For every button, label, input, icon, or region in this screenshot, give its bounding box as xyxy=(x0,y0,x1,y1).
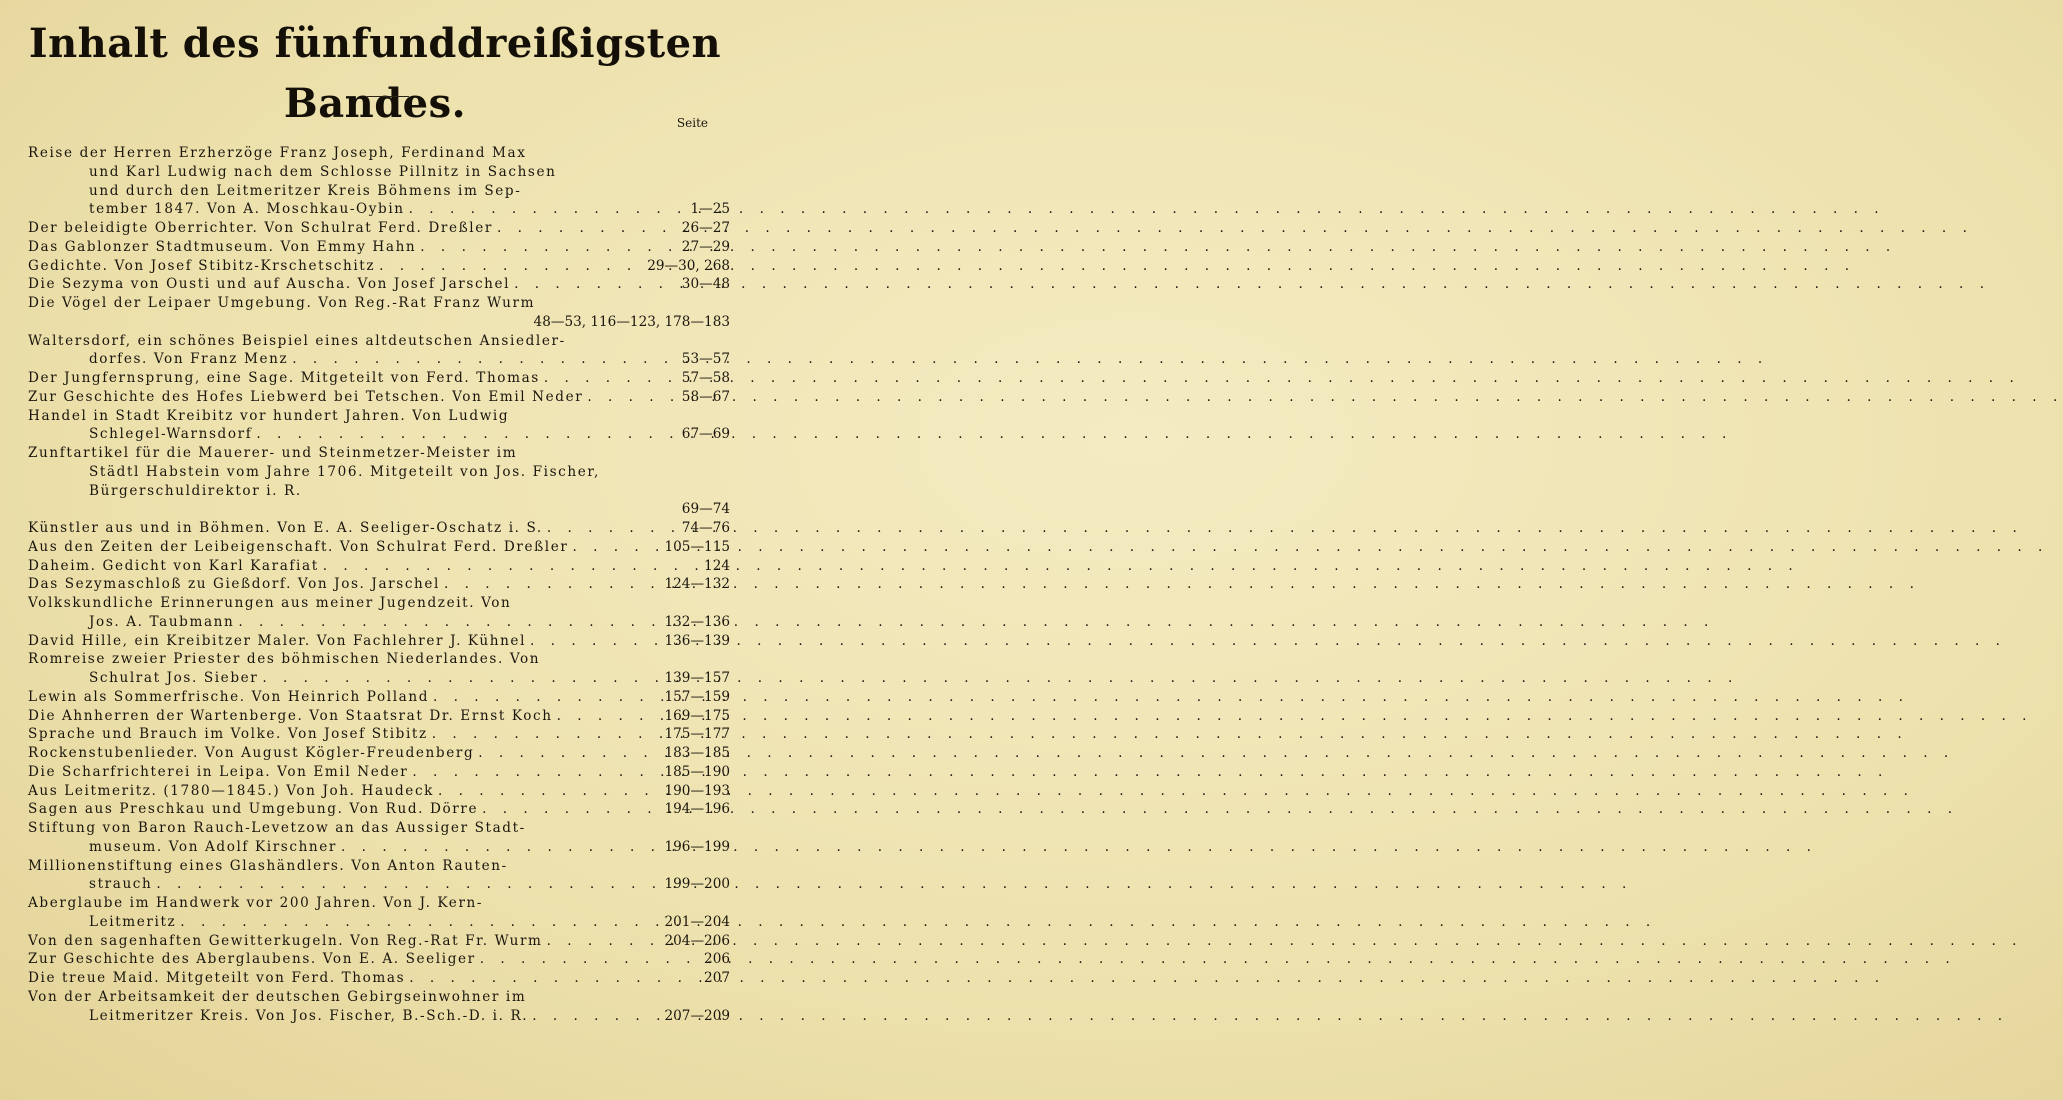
toc-entry-line xyxy=(28,425,730,444)
toc-entry xyxy=(28,594,730,632)
toc-entry xyxy=(28,407,730,445)
dot-leader xyxy=(510,275,676,294)
toc-entry-title: Handel in Stadt Kreibitz vor hundert Jahren. Von Ludwig xyxy=(28,407,510,424)
dot-leader xyxy=(478,800,658,819)
toc-entry-line xyxy=(28,538,730,557)
toc-entry-line xyxy=(28,613,730,632)
toc-entry-title: Zunftartikel für die Mauerer- und Steinmetzer-Meister im xyxy=(28,445,518,461)
toc-entry-pages: 69—74 xyxy=(681,501,730,518)
toc-entry xyxy=(28,332,730,370)
toc-entry-title: Die Sezyma von Ousti und auf Auscha. Von Josef Jarschel xyxy=(28,276,511,293)
toc-entry xyxy=(28,538,730,557)
toc-entry xyxy=(28,257,730,276)
toc-entry-line xyxy=(28,238,730,257)
toc-entry xyxy=(28,950,730,969)
toc-entry-title: Lewin als Sommerfrische. Von Heinrich Polland xyxy=(28,688,430,705)
toc-entry-pages: 124 xyxy=(704,557,730,574)
toc-entry xyxy=(28,632,730,651)
toc-entry-title: Die Scharfrichterei in Leipa. Von Emil Neder xyxy=(28,763,409,780)
toc-entry-pages: 169—175 xyxy=(664,707,730,724)
toc-entry-title: Der Jungfernsprung, eine Sage. Mitgeteilt von Ferd. Thomas xyxy=(28,370,540,386)
toc-entry-title: David Hille, ein Kreibitzer Maler. Von Fachlehrer J. Kühnel xyxy=(28,632,527,649)
dot-leader xyxy=(429,688,658,707)
toc-entry-line xyxy=(28,875,730,894)
toc-entry-pages: 201—204 xyxy=(664,913,730,930)
dot-leader xyxy=(337,838,658,857)
toc-entry-title: Schlegel-Warnsdorf xyxy=(89,426,253,443)
toc-entry-title: Das Sezymaschloß zu Gießdorf. Von Jos. Jarschel xyxy=(28,576,440,593)
toc-entry-line xyxy=(28,575,730,594)
toc-entry-title: Gedichte. Von Josef Stibitz-Krschetschitz xyxy=(28,257,376,274)
dot-leader xyxy=(252,425,675,444)
toc-entry-pages: 67—69 xyxy=(681,426,730,443)
dot-leader xyxy=(428,725,659,744)
toc-entry-line xyxy=(28,463,730,482)
toc-entry-line xyxy=(28,669,730,688)
toc-entry-line xyxy=(28,819,730,838)
toc-entry-line xyxy=(28,313,730,332)
dot-leader xyxy=(476,950,698,969)
toc-entry-title: und Karl Ludwig nach dem Schlosse Pillnitz in Sachsen xyxy=(89,163,557,180)
toc-entry-line xyxy=(28,219,730,238)
toc-entry xyxy=(28,800,730,819)
toc-entry-line xyxy=(28,950,730,969)
toc-entry-title: Millionenstiftung eines Glashändlers. Von Anton Rauten- xyxy=(28,857,508,874)
toc-entry-pages: 58—67 xyxy=(681,388,730,405)
toc-entry-title: strauch xyxy=(89,876,153,893)
toc-entry-line xyxy=(28,257,730,276)
toc-entry xyxy=(28,763,730,782)
toc-entry-title: Sagen aus Preschkau und Umgebung. Von Rud. Dörre xyxy=(28,801,479,818)
toc-entry-title: Zur Geschichte des Hofes Liebwerd bei Tetschen. Von Emil Neder xyxy=(28,388,584,405)
toc-entry-line xyxy=(28,388,730,407)
dot-leader xyxy=(405,969,698,988)
dot-leader xyxy=(176,913,658,932)
toc-entry-line xyxy=(28,894,730,913)
toc-entry-title: Bürgerschuldirektor i. R. xyxy=(89,482,302,499)
toc-entry-line xyxy=(28,932,730,951)
toc-entry-pages: 196—199 xyxy=(664,838,730,855)
toc-entry xyxy=(28,369,730,388)
toc-entry-line xyxy=(28,182,730,201)
toc-entry-line xyxy=(28,857,730,876)
toc-entry-line xyxy=(28,482,730,501)
dot-leader xyxy=(152,875,658,894)
toc-entry xyxy=(28,707,730,726)
dot-leader xyxy=(568,538,658,557)
toc-entry-title: Die Vögel der Leipaer Umgebung. Von Reg.-Rat Franz Wurm xyxy=(28,295,536,311)
toc-entry-pages: 26—27 xyxy=(681,220,730,236)
dot-leader xyxy=(416,238,676,257)
toc-entry xyxy=(28,294,730,332)
toc-entry-title: Leitmeritz xyxy=(89,913,177,930)
toc-entry-line xyxy=(28,1007,730,1026)
dot-leader xyxy=(543,519,676,538)
toc-entry-line xyxy=(28,782,730,801)
toc-entry-title: Leitmeritzer Kreis. Von Jos. Fischer, B.-Sch.-D. i. R. xyxy=(89,1007,529,1024)
toc-entry-pages: 53—57 xyxy=(681,351,730,368)
toc-entry-line xyxy=(28,557,730,576)
toc-entry xyxy=(28,744,730,763)
title-divider xyxy=(367,96,409,97)
page-column-label: Seite xyxy=(676,116,708,130)
toc-entry-line xyxy=(28,688,730,707)
toc-entry-pages: 30—48 xyxy=(681,276,730,293)
toc-entry xyxy=(28,932,730,951)
toc-entry-line xyxy=(28,800,730,819)
toc-entry-line xyxy=(28,913,730,932)
toc-entry-pages: 206 xyxy=(704,951,730,968)
toc-entry-line xyxy=(28,294,730,313)
toc-entry-line xyxy=(28,988,730,1007)
toc-entry-title: Künstler aus und in Böhmen. Von E. A. Seeliger-Oschatz i. S. xyxy=(28,520,543,536)
table-of-contents xyxy=(28,144,730,1025)
toc-entry xyxy=(28,688,730,707)
toc-entry-line xyxy=(28,200,730,219)
toc-entry xyxy=(28,575,730,594)
toc-entry-pages: 183—185 xyxy=(664,745,730,761)
toc-entry-title: Der beleidigte Oberrichter. Von Schulrat Ferd. Dreßler xyxy=(28,220,493,236)
toc-entry-title: Zur Geschichte des Aberglaubens. Von E. A. Seeliger xyxy=(28,951,476,968)
toc-entry xyxy=(28,144,730,219)
toc-entry-pages: 105—115 xyxy=(664,538,730,555)
toc-entry-pages: 190—193 xyxy=(664,782,730,799)
toc-entry-line xyxy=(28,707,730,726)
toc-entry-title: museum. Von Adolf Kirschner xyxy=(89,838,338,855)
toc-entry-line xyxy=(28,632,730,651)
toc-entry-title: Daheim. Gedicht von Karl Karafiat xyxy=(28,557,319,574)
toc-entry-title: tember 1847. Von A. Moschkau-Oybin xyxy=(89,201,405,218)
toc-entry-pages: 132—136 xyxy=(664,613,730,630)
toc-entry-pages: 139—157 xyxy=(664,670,730,686)
toc-entry-title: Reise der Herren Erzherzöge Franz Joseph, Ferdinand Max xyxy=(28,145,527,161)
toc-entry-title: Volkskundliche Erinnerungen aus meiner Jugendzeit. Von xyxy=(28,595,512,611)
dot-leader xyxy=(258,669,658,688)
toc-entry-pages: 124—132 xyxy=(664,576,730,593)
toc-entry xyxy=(28,444,730,519)
toc-entry xyxy=(28,819,730,857)
toc-entry-title: Städtl Habstein vom Jahre 1706. Mitgeteilt von Jos. Fischer, xyxy=(89,463,600,480)
document-page xyxy=(0,0,750,1100)
toc-entry-pages: 48—53, 116—123, 178—183 xyxy=(533,313,730,330)
toc-entry-pages: 185—190 xyxy=(664,763,730,780)
dot-leader xyxy=(319,557,698,576)
toc-entry xyxy=(28,725,730,744)
toc-entry-title: Aus den Zeiten der Leibeigenschaft. Von Schulrat Ferd. Dreßler xyxy=(28,538,569,555)
toc-entry-line xyxy=(28,650,730,669)
dot-leader xyxy=(474,744,658,763)
toc-entry-title: Waltersdorf, ein schönes Beispiel eines altdeutschen Ansiedler- xyxy=(28,332,566,349)
dot-leader xyxy=(434,782,658,801)
toc-entry-line xyxy=(28,838,730,857)
toc-entry xyxy=(28,857,730,895)
toc-entry-line xyxy=(28,725,730,744)
toc-entry-line xyxy=(28,332,730,351)
toc-entry-line xyxy=(28,594,730,613)
dot-leader xyxy=(526,632,658,651)
toc-entry-line xyxy=(28,407,730,426)
toc-entry-line xyxy=(28,163,730,182)
toc-entry xyxy=(28,557,730,576)
dot-leader xyxy=(408,763,658,782)
toc-entry-line xyxy=(28,369,730,388)
toc-entry-line xyxy=(28,275,730,294)
page-title: Inhalt des fünfunddreißigsten Bandes. xyxy=(28,20,722,127)
toc-entry-title: Das Gablonzer Stadtmuseum. Von Emmy Hahn xyxy=(28,238,417,255)
toc-entry-line xyxy=(28,444,730,463)
toc-entry-pages: 207—209 xyxy=(664,1007,730,1024)
toc-entry-pages: 207 xyxy=(704,970,730,986)
toc-entry-pages: 175—177 xyxy=(664,726,730,743)
dot-leader xyxy=(405,200,685,219)
toc-entry-title: Romreise zweier Priester des böhmischen Niederlandes. Von xyxy=(28,651,541,668)
toc-entry-title: Sprache und Brauch im Volke. Von Josef Stibitz xyxy=(28,726,428,743)
toc-entry xyxy=(28,988,730,1026)
toc-entry-pages: 27—29 xyxy=(681,238,730,255)
toc-entry-pages: 29—30, 268 xyxy=(647,257,730,274)
toc-entry-line xyxy=(28,500,730,519)
toc-entry-line xyxy=(28,519,730,538)
toc-entry-title: Stiftung von Baron Rauch-Levetzow an das Aussiger Stadt- xyxy=(28,820,526,836)
dot-leader xyxy=(493,219,676,238)
toc-entry-title: Die Ahnherren der Wartenberge. Von Staatsrat Dr. Ernst Koch xyxy=(28,707,553,724)
dot-leader xyxy=(553,707,659,726)
toc-entry-pages: 204—206 xyxy=(664,932,730,949)
toc-entry-title: Schulrat Jos. Sieber xyxy=(89,670,259,686)
toc-entry-title: und durch den Leitmeritzer Kreis Böhmens im Sep- xyxy=(89,182,522,199)
toc-entry xyxy=(28,238,730,257)
toc-entry xyxy=(28,782,730,801)
toc-entry-title: Aus Leitmeritz. (1780—1845.) Von Joh. Haudeck xyxy=(28,782,435,799)
dot-leader xyxy=(440,575,659,594)
dot-leader xyxy=(288,350,676,369)
toc-entry-pages: 199—200 xyxy=(664,876,730,893)
toc-entry-line xyxy=(28,350,730,369)
toc-entry-line xyxy=(28,969,730,988)
dot-leader xyxy=(543,932,659,951)
toc-entry-title: Die treue Maid. Mitgeteilt von Ferd. Thomas xyxy=(28,970,406,986)
toc-entry-line xyxy=(28,144,730,163)
toc-entry xyxy=(28,650,730,688)
toc-entry-title: dorfes. Von Franz Menz xyxy=(89,351,289,368)
dot-leader xyxy=(234,613,658,632)
dot-leader xyxy=(583,388,675,407)
toc-entry-pages: 136—139 xyxy=(664,632,730,649)
toc-entry-line xyxy=(28,744,730,763)
toc-entry xyxy=(28,969,730,988)
toc-entry-pages: 1—25 xyxy=(690,201,730,218)
toc-entry xyxy=(28,219,730,238)
toc-entry-pages: 194—196 xyxy=(664,801,730,818)
toc-entry-title: Jos. A. Taubmann xyxy=(89,613,235,630)
toc-entry-title: Aberglaube im Handwerk vor 200 Jahren. Von J. Kern- xyxy=(28,895,484,911)
toc-entry xyxy=(28,519,730,538)
toc-entry xyxy=(28,275,730,294)
toc-entry-title: Von den sagenhaften Gewitterkugeln. Von Reg.-Rat Fr. Wurm xyxy=(28,932,543,949)
dot-leader xyxy=(540,369,676,388)
toc-entry-line xyxy=(28,763,730,782)
toc-entry-title: Von der Arbeitsamkeit der deutschen Gebirgseinwohner im xyxy=(28,988,527,1005)
toc-entry xyxy=(28,388,730,407)
toc-entry-pages: 57—58 xyxy=(681,370,730,386)
dot-leader xyxy=(528,1007,658,1026)
toc-entry xyxy=(28,894,730,932)
toc-entry-pages: 157—159 xyxy=(664,688,730,705)
toc-entry-title: Rockenstubenlieder. Von August Kögler-Freudenberg xyxy=(28,745,475,761)
toc-entry-pages: 74—76 xyxy=(681,520,730,536)
dot-leader xyxy=(375,257,641,276)
